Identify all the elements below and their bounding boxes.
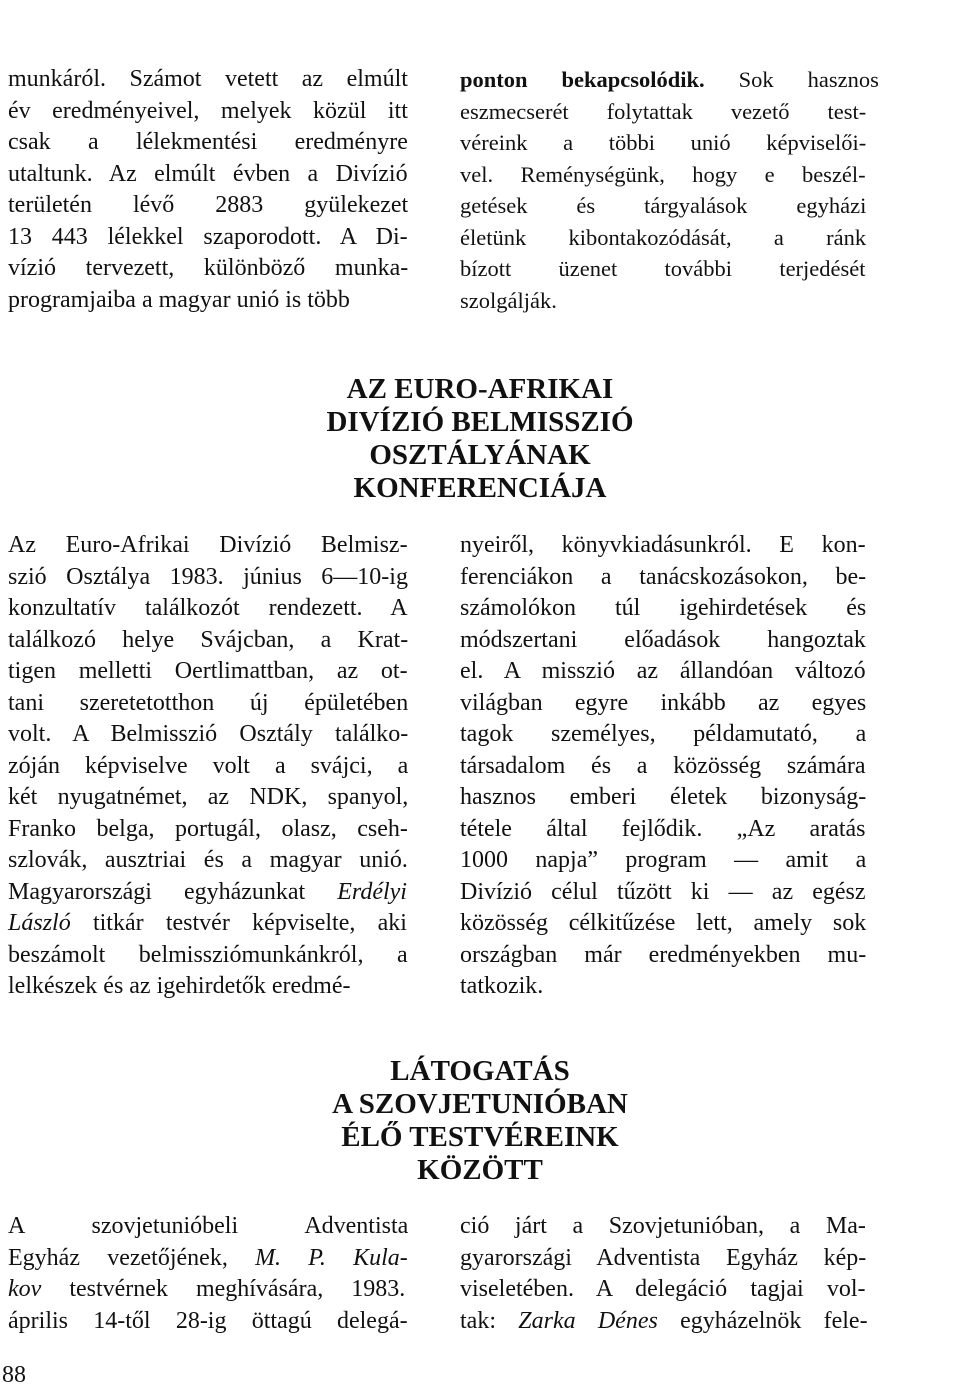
text-line: A szovjetunióbeli Adventista [8,1213,409,1239]
section1-left-column [8,530,408,1003]
text-line: Magyarországi egyházunkat Erdélyi [8,878,407,905]
text-line: világban egyre inkább az egyes [460,689,867,716]
text-line: viseletében. A delegáció tagjai vol- [460,1276,866,1302]
text-line: László titkár testvér képviselte, aki [8,910,407,936]
text-line: április 14-től 28-ig öttagú delegá- [8,1307,408,1334]
italic-name: Erdélyi [337,878,407,905]
text-line: eszmecserét folytattak vezető test- [460,98,867,124]
text-line: Franko belga, portugál, olasz, cseh- [8,815,408,842]
text-line: 1000 napja” program — amit a [460,847,867,873]
text-line: szolgálják. [460,287,557,313]
text-line: két nyugatnémet, az NDK, spanyol, [8,784,409,810]
text-line: lelkészek és az igehirdetők eredmé- [8,973,351,999]
section2-left-column [8,1211,408,1337]
text-line: vel. Reménységünk, hogy e beszél- [460,161,866,187]
heading-line: ÉLŐ TESTVÉREINK [341,1121,619,1153]
text-line: tigen melletti Oertlimattban, az ot- [8,658,408,684]
text-line: tagok személyes, példamutató, a [460,721,867,747]
text-line: közösség célkitűzése lett, amely sok [460,910,867,936]
text-line: tatkozik. [460,973,544,999]
text-line: kov testvérnek meghívására, 1983. [8,1276,406,1302]
text-line: volt. A Belmisszió Osztály találko- [8,721,409,747]
text-line: Divízió célul tűzött ki — az egész [460,878,866,905]
text-line: ponton bekapcsolódik. Sok hasznos [460,67,879,92]
text-line: csak a lélekmentési eredményre [8,129,408,155]
text-line: zóján képviselve volt a svájci, a [8,752,409,779]
text-line: év eredményeivel, melyek közül itt [8,97,408,124]
page-number: 88 [2,1362,26,1388]
text-line: vízió tervezett, különböző munka- [8,255,409,281]
text-line: tani szeretetotthon új épületében [8,689,409,716]
text-line: hasznos emberi életek bizonyság- [460,784,867,810]
text-line: getések és tárgyalások egyházi [460,193,867,218]
text-line: életünk kibontakozódását, a ránk [460,224,867,250]
text-line: tétele által fejlődik. „Az aratás [460,815,866,842]
italic-name: kov [8,1276,42,1302]
heading-line: AZ EURO-AFRIKAI [346,373,614,405]
text-line: munkáról. Számot vetett az elmúlt [8,66,408,92]
heading-line: A SZOVJETUNIÓBAN [332,1088,628,1120]
heading-line: KÖZÖTT [417,1154,543,1186]
text-line: társadalom és a közösség számára [460,752,866,779]
heading-line: DIVÍZIÓ BELMISSZIÓ [326,406,634,438]
text-line: véreink a többi unió képviselői- [460,130,867,155]
section2-right-column [460,1211,866,1337]
text-line: Egyház vezetőjének, M. P. Kula- [8,1244,408,1271]
text-line: 13 443 lélekkel szaporodott. A Di- [8,223,408,250]
heading-line: KONFERENCIÁJA [353,472,607,504]
text-line: beszámolt belmissziómunkánkról, a [8,941,408,968]
text-line: programjaiba a magyar unió is több [8,286,350,313]
text-line: konzultatív találkozót rendezett. A [8,595,408,621]
section1-right-column [460,530,866,1003]
italic-name: Zarka Dénes [518,1307,658,1334]
italic-name: M. P. Kula- [255,1244,408,1271]
intro-right-column [460,64,879,316]
text-line: utaltunk. Az elmúlt évben a Divízió [8,160,408,187]
text-line: el. A misszió az állandóan változó [460,658,866,684]
text-line: módszertani előadások hangoztak [460,626,866,653]
italic-name: László [8,910,71,936]
text-line: Az Euro-Afrikai Divízió Belmisz- [8,532,408,558]
text-line: bízott üzenet további terjedését [460,256,866,281]
heading-line: OSZTÁLYÁNAK [369,439,591,471]
heading-line: LÁTOGATÁS [390,1055,570,1087]
section-heading-euro-afrikai [0,373,960,505]
intro-left-column [8,64,408,316]
text-line: ferenciákon a tanácskozásokon, be- [460,563,867,590]
text-line: szlovák, ausztriai és a magyar unió. [8,847,408,873]
text-line: számolókon túl igehirdetések és [460,595,867,621]
text-line: országban már eredményekben mu- [460,941,867,968]
section-heading-latogatas [0,1055,960,1187]
text-line: nyeiről, könyvkiadásunkról. E kon- [460,532,866,558]
text-line: gyarországi Adventista Egyház kép- [460,1244,867,1271]
text-line: tak: Zarka Dénes egyházelnök fele- [460,1307,868,1334]
bold-phrase: ponton bekapcsolódik. [460,67,705,92]
text-line: területén lévő 2883 gyülekezet [8,192,409,218]
text-line: találkozó helye Svájcban, a Krat- [8,626,409,653]
text-line: szió Osztálya 1983. június 6—10-ig [8,563,408,590]
text-line: ció járt a Szovjetunióban, a Ma- [460,1213,866,1239]
